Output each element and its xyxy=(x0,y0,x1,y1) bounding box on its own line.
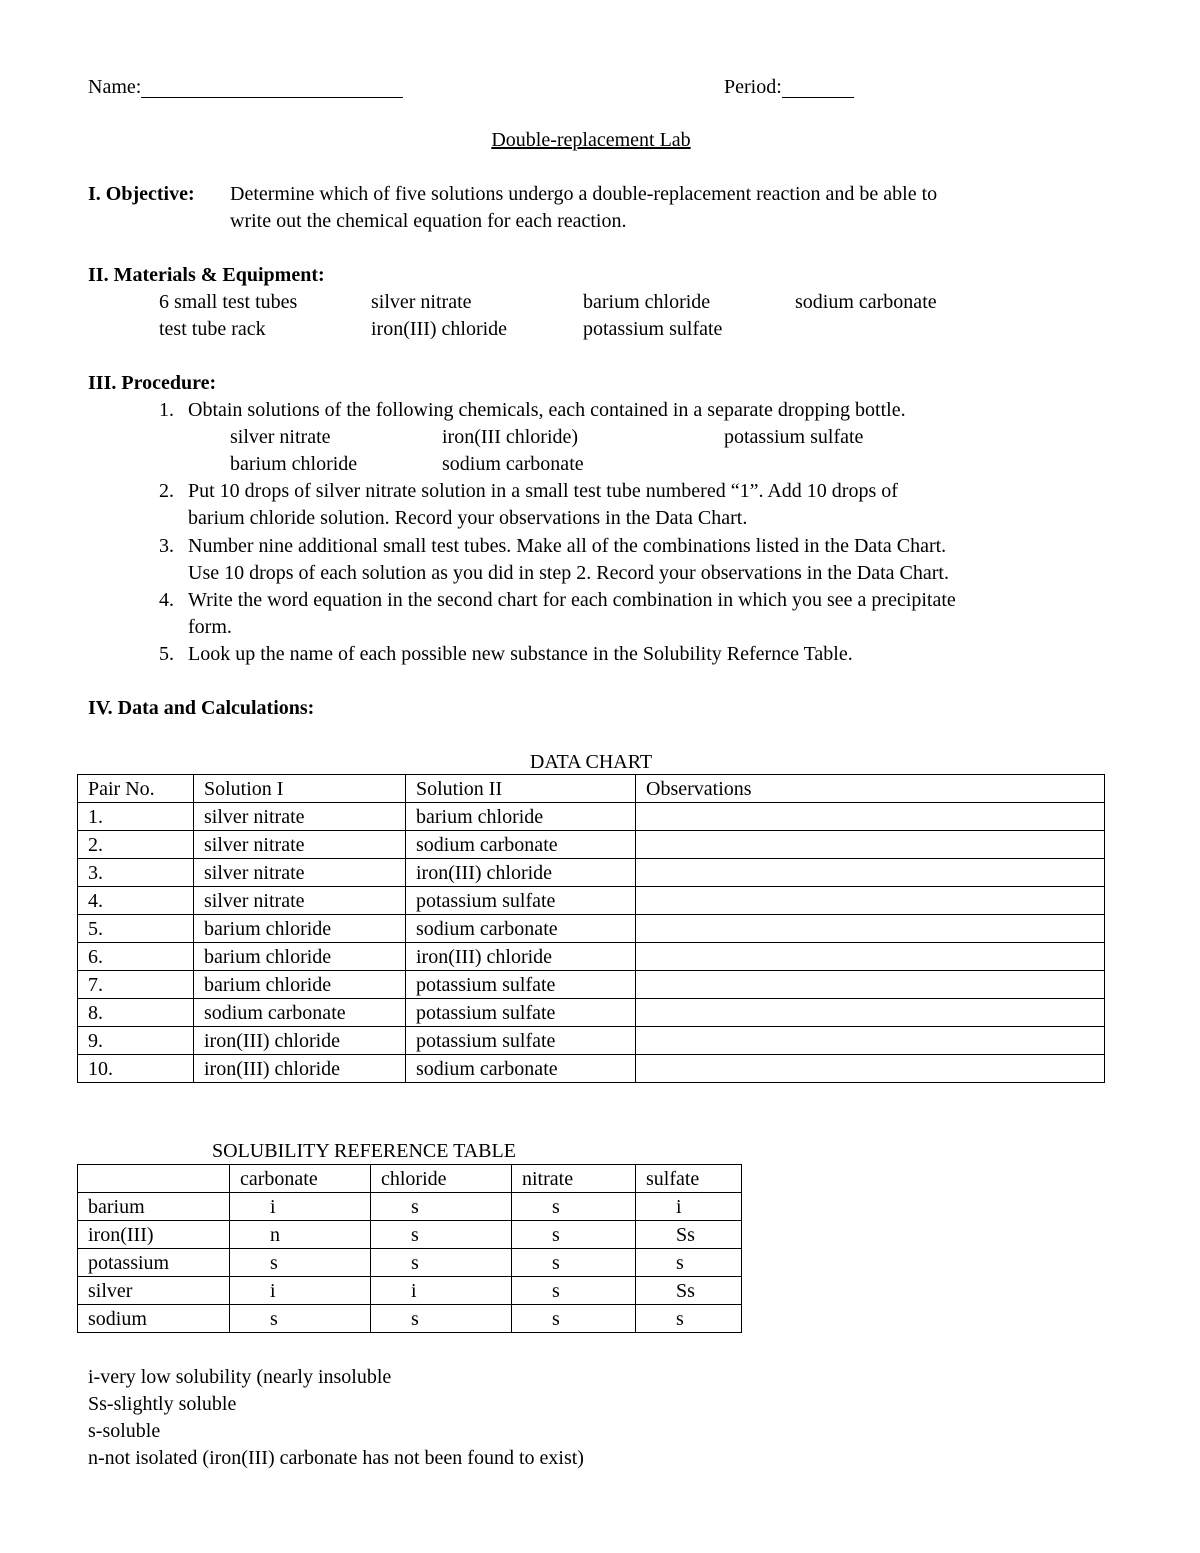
name-label: Name: xyxy=(88,76,142,98)
page-title: Double-replacement Lab xyxy=(491,129,691,151)
data-chart-cell: 4. xyxy=(78,887,194,915)
data-chart-title: DATA CHART xyxy=(529,751,653,773)
data-chart-cell: 3. xyxy=(78,859,194,887)
data-chart-cell: sodium carbonate xyxy=(406,915,636,943)
chemical-item: silver nitrate xyxy=(230,426,331,448)
solubility-cell: n xyxy=(230,1221,371,1249)
solubility-cell: s xyxy=(636,1249,742,1277)
data-chart-cell: sodium carbonate xyxy=(406,1055,636,1083)
material-item: barium chloride xyxy=(583,291,711,313)
solubility-header-row xyxy=(78,1165,742,1193)
solubility-row xyxy=(78,1249,742,1277)
period-field[interactable] xyxy=(724,77,854,98)
data-chart-cell: sodium carbonate xyxy=(194,999,406,1027)
legend-item: s-soluble xyxy=(88,1420,161,1442)
solubility-header-cell: sulfate xyxy=(636,1165,742,1193)
solubility-header-cell xyxy=(78,1165,230,1193)
data-chart-cell: 2. xyxy=(78,831,194,859)
solubility-cell: s xyxy=(371,1193,512,1221)
chemical-item: iron(III chloride) xyxy=(442,426,579,448)
data-chart-header-row xyxy=(78,775,1105,803)
data-chart-header-cell: Solution I xyxy=(194,775,406,803)
solubility-header-cell: carbonate xyxy=(230,1165,371,1193)
data-chart-cell: barium chloride xyxy=(194,971,406,999)
data-chart-cell xyxy=(636,887,1105,915)
step-text: Use 10 drops of each solution as you did in step 2. Record your observations in the Data Chart. xyxy=(188,562,949,584)
solubility-cell: i xyxy=(636,1193,742,1221)
solubility-table xyxy=(77,1164,742,1333)
data-chart-cell: iron(III) chloride xyxy=(194,1027,406,1055)
step-text: Number nine additional small test tubes. Make all of the combinations listed in the Data Chart. xyxy=(188,535,947,557)
legend-item: n-not isolated (iron(III) carbonate has not been found to exist) xyxy=(88,1447,584,1469)
step-text: Look up the name of each possible new substance in the Solubility Refernce Table. xyxy=(188,643,853,665)
data-chart-cell: potassium sulfate xyxy=(406,1027,636,1055)
data-chart-header-cell: Solution II xyxy=(406,775,636,803)
data-chart-cell: 7. xyxy=(78,971,194,999)
solubility-table-title: SOLUBILITY REFERENCE TABLE xyxy=(212,1140,516,1162)
data-chart-cell: iron(III) chloride xyxy=(406,859,636,887)
data-heading: IV. Data and Calculations: xyxy=(88,697,315,719)
solubility-cell: s xyxy=(371,1221,512,1249)
solubility-cell: s xyxy=(230,1305,371,1333)
data-chart-row xyxy=(78,971,1105,999)
data-chart-cell xyxy=(636,1027,1105,1055)
chemical-item: sodium carbonate xyxy=(442,453,584,475)
data-chart-cell: 5. xyxy=(78,915,194,943)
name-blank[interactable] xyxy=(141,77,403,98)
solubility-cell: barium xyxy=(78,1193,230,1221)
data-chart-cell xyxy=(636,803,1105,831)
data-chart-cell: barium chloride xyxy=(194,915,406,943)
data-chart-cell: 6. xyxy=(78,943,194,971)
data-chart-cell xyxy=(636,971,1105,999)
solubility-cell: s xyxy=(371,1305,512,1333)
solubility-cell: s xyxy=(512,1249,636,1277)
solubility-cell: sodium xyxy=(78,1305,230,1333)
step-number: 5. xyxy=(159,643,174,665)
data-chart-cell xyxy=(636,831,1105,859)
step-text: Obtain solutions of the following chemicals, each contained in a separate dropping bottle. xyxy=(188,399,906,421)
data-chart-cell: potassium sulfate xyxy=(406,971,636,999)
material-item: test tube rack xyxy=(159,318,266,340)
data-chart-row xyxy=(78,887,1105,915)
period-label: Period: xyxy=(724,76,782,98)
solubility-cell: potassium xyxy=(78,1249,230,1277)
data-chart-cell: 8. xyxy=(78,999,194,1027)
step-number: 4. xyxy=(159,589,174,611)
solubility-cell: s xyxy=(512,1221,636,1249)
data-chart-cell: potassium sulfate xyxy=(406,999,636,1027)
data-chart-cell: silver nitrate xyxy=(194,803,406,831)
data-chart-cell: barium chloride xyxy=(194,943,406,971)
step-text: Put 10 drops of silver nitrate solution in a small test tube numbered “1”. Add 10 drops of xyxy=(188,480,898,502)
solubility-cell: s xyxy=(636,1305,742,1333)
material-item: 6 small test tubes xyxy=(159,291,298,313)
data-chart-cell: barium chloride xyxy=(406,803,636,831)
data-chart-cell: 1. xyxy=(78,803,194,831)
name-field[interactable] xyxy=(88,77,403,98)
solubility-cell: Ss xyxy=(636,1221,742,1249)
data-chart-cell: iron(III) chloride xyxy=(406,943,636,971)
step-text: form. xyxy=(188,616,232,638)
solubility-cell: s xyxy=(512,1193,636,1221)
solubility-cell: i xyxy=(371,1277,512,1305)
step-number: 3. xyxy=(159,535,174,557)
chemical-item: barium chloride xyxy=(230,453,358,475)
solubility-cell: s xyxy=(230,1249,371,1277)
step-number: 1. xyxy=(159,399,174,421)
data-chart-cell xyxy=(636,999,1105,1027)
objective-heading: I. Objective: xyxy=(88,183,195,205)
data-chart-row xyxy=(78,859,1105,887)
data-chart-row xyxy=(78,803,1105,831)
data-chart-cell: silver nitrate xyxy=(194,831,406,859)
solubility-cell: s xyxy=(512,1277,636,1305)
data-chart-row xyxy=(78,1055,1105,1083)
solubility-header-cell: chloride xyxy=(371,1165,512,1193)
legend-item: i-very low solubility (nearly insoluble xyxy=(88,1366,392,1388)
data-chart-cell xyxy=(636,859,1105,887)
data-chart-cell: 10. xyxy=(78,1055,194,1083)
objective-line-1: Determine which of five solutions undergo a double-replacement reaction and be able to xyxy=(230,183,938,205)
data-chart-cell: potassium sulfate xyxy=(406,887,636,915)
solubility-cell: s xyxy=(512,1305,636,1333)
solubility-cell: i xyxy=(230,1193,371,1221)
data-chart-header-cell: Observations xyxy=(636,775,1105,803)
data-chart-row xyxy=(78,943,1105,971)
data-chart-row xyxy=(78,915,1105,943)
solubility-header-cell: nitrate xyxy=(512,1165,636,1193)
period-blank[interactable] xyxy=(782,77,854,98)
data-chart-row xyxy=(78,831,1105,859)
legend-item: Ss-slightly soluble xyxy=(88,1393,237,1415)
objective-line-2: write out the chemical equation for each reaction. xyxy=(230,210,627,232)
material-item: iron(III) chloride xyxy=(371,318,508,340)
material-item: silver nitrate xyxy=(371,291,472,313)
data-chart-cell xyxy=(636,943,1105,971)
solubility-row xyxy=(78,1277,742,1305)
data-chart-cell: silver nitrate xyxy=(194,887,406,915)
solubility-cell: s xyxy=(371,1249,512,1277)
data-chart-cell: silver nitrate xyxy=(194,859,406,887)
data-chart-table xyxy=(77,774,1105,1083)
data-chart-row xyxy=(78,999,1105,1027)
solubility-cell: Ss xyxy=(636,1277,742,1305)
step-text: Write the word equation in the second chart for each combination in which you see a precipitate xyxy=(188,589,956,611)
data-chart-cell xyxy=(636,915,1105,943)
solubility-cell: silver xyxy=(78,1277,230,1305)
data-chart-cell xyxy=(636,1055,1105,1083)
chemical-item: potassium sulfate xyxy=(724,426,864,448)
material-item: potassium sulfate xyxy=(583,318,723,340)
solubility-cell: i xyxy=(230,1277,371,1305)
material-item: sodium carbonate xyxy=(795,291,937,313)
solubility-cell: iron(III) xyxy=(78,1221,230,1249)
data-chart-cell: iron(III) chloride xyxy=(194,1055,406,1083)
step-text: barium chloride solution. Record your observations in the Data Chart. xyxy=(188,507,748,529)
data-chart-cell: 9. xyxy=(78,1027,194,1055)
data-chart-header-cell: Pair No. xyxy=(78,775,194,803)
step-number: 2. xyxy=(159,480,174,502)
solubility-row xyxy=(78,1193,742,1221)
solubility-row xyxy=(78,1221,742,1249)
data-chart-cell: sodium carbonate xyxy=(406,831,636,859)
materials-heading: II. Materials & Equipment: xyxy=(88,264,325,286)
procedure-heading: III. Procedure: xyxy=(88,372,217,394)
data-chart-row xyxy=(78,1027,1105,1055)
solubility-row xyxy=(78,1305,742,1333)
